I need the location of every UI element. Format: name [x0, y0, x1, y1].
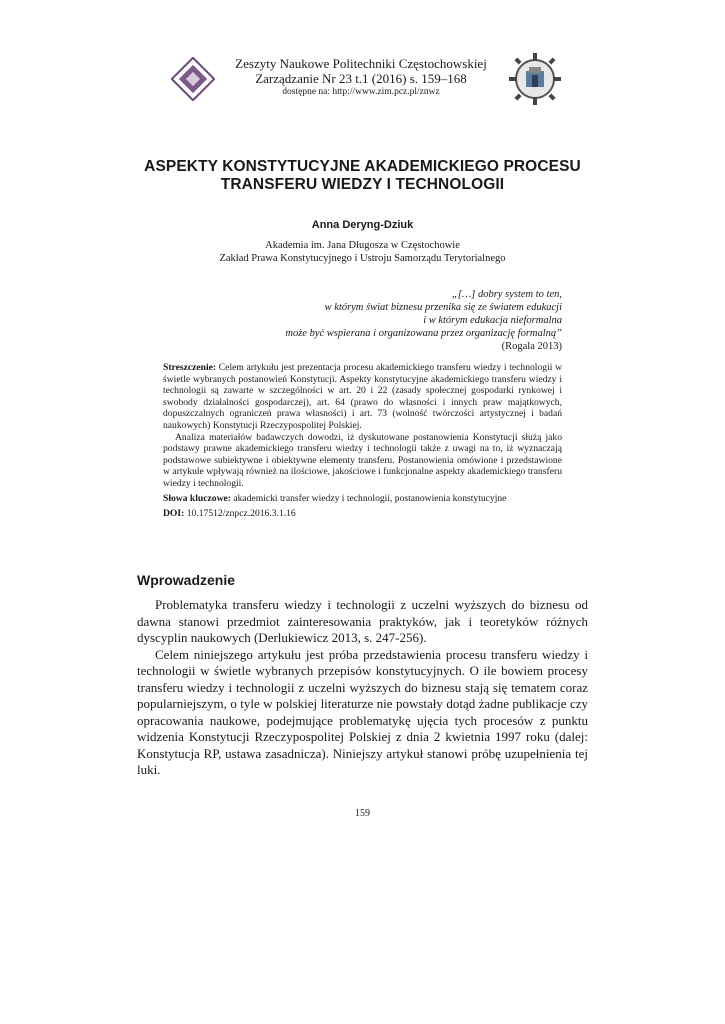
epigraph-line-3: i w którym edukacja nieformalna — [423, 315, 562, 326]
university-emblem-icon — [509, 51, 561, 106]
affiliation-line-1: Akademia im. Jana Długosza w Częstochowie — [265, 240, 460, 251]
title-line-2: TRANSFERU WIEDZY I TECHNOLOGII — [220, 176, 505, 193]
keywords — [163, 493, 562, 505]
keywords-label: Słowa kluczowe: — [163, 492, 231, 504]
author-affiliation — [0, 239, 725, 265]
keywords-text: akademicki transfer wiedzy i technologii, postanowienia konstytucyjne — [233, 492, 507, 504]
abstract-label: Streszczenie: — [163, 362, 217, 373]
doi-label: DOI: — [163, 508, 185, 520]
section-heading: Wprowadzenie — [137, 572, 236, 588]
affiliation-line-2: Zakład Prawa Konstytucyjnego i Ustroju Samorządu Terytorialnego — [219, 253, 506, 264]
body-paragraph-1: Problematyka transferu wiedzy i technologii z uczelni wyższych do biznesu od dawna stanowi przedmiot zainteresowania praktyków, jak i teoretyków różnych dyscyplin naukowych (Derlukiewicz 2013, s. 247-256). — [137, 597, 588, 645]
epigraph-source: (Rogala 2013) — [501, 341, 562, 352]
abstract — [163, 362, 562, 520]
abstract-paragraph-2: Analiza materiałów badawczych dowodzi, iż dyskutowane postanowienia Konstytucji służą jako podstawy prawne akademickiego transferu wiedzy i technologii także z uwagi na to, iż wyznaczają podstawowe subiektywne i obiektywne elementy transferu. Postanowienia omówione i przedstawione w artykule wpływają również na ilościowe, jakościowe i funkcjonalne aspekty akademickiego transferu wiedzy i technologii. — [163, 431, 562, 489]
doi — [163, 508, 562, 520]
journal-header — [126, 50, 596, 108]
epigraph-line-4: może być wspierana i organizowana przez organizację formalną” — [285, 328, 562, 339]
epigraph-line-2: w którym świat biznesu przenika się ze światem edukacji — [324, 302, 562, 313]
body-text — [137, 597, 588, 779]
author-name: Anna Deryng-Dziuk — [311, 219, 414, 231]
journal-issue: Zarządzanie Nr 23 t.1 (2016) s. 159–168 — [255, 71, 467, 86]
body-paragraph-2: Celem niniejszego artykułu jest próba przedstawienia procesu transferu wiedzy i technologii w świetle wybranych przepisów konstytucyjnych. O ile bowiem procesy transferu wiedzy i technologii z uczelni wyższych do biznesu stają się tematem coraz popularniejszym, o tyle w polskiej literaturze nie powstały dotąd żadne publikacje czy opracowania naukowe, podejmujące problematykę ujęcia tych procesów z punktu widzenia Konstytucji Rzeczypospolitej Polskiej z dnia 2 kwietnia 1997 roku (dalej: Konstytucja RP, ustawa zasadnicza). Niniejszy artykuł stanowi próbę uzupełnienia tej luki. — [137, 646, 588, 777]
epigraph — [285, 288, 562, 353]
epigraph-line-1: „[…] dobry system to ten, — [452, 289, 562, 300]
title-line-1: ASPEKTY KONSTYTUCYJNE AKADEMICKIEGO PROCESU — [144, 158, 581, 175]
abstract-paragraph-1 — [163, 362, 562, 432]
doi-value[interactable]: 10.17512/znpcz.2016.3.1.16 — [186, 508, 296, 520]
journal-url[interactable]: dostępne na: http://www.zim.pcz.pl/znwz — [282, 87, 440, 97]
journal-name: Zeszyty Naukowe Politechniki Częstochowskiej — [235, 56, 487, 71]
page-number: 159 — [355, 808, 370, 819]
article-title — [60, 158, 665, 194]
abstract-text-1: Celem artykułu jest prezentacja procesu akademickiego transferu wiedzy i technologii w świetle wybranych postanowień Konstytucji. Aspekty konstytucyjne akademickiego transferu wiedzy i technologii są zawarte w szczególności w art. 20 i 22 (zasady społecznej gospodarki rynkowej i swobody działalności gospodarczej), art. 64 (prawo do własności i innych praw majątkowych, dopuszczalnych ograniczeń prawa własności) i art. 73 (wolność twórczości artystycznej i badań naukowych) Konstytucji Rzeczypospolitej Polskiej. — [163, 362, 562, 431]
